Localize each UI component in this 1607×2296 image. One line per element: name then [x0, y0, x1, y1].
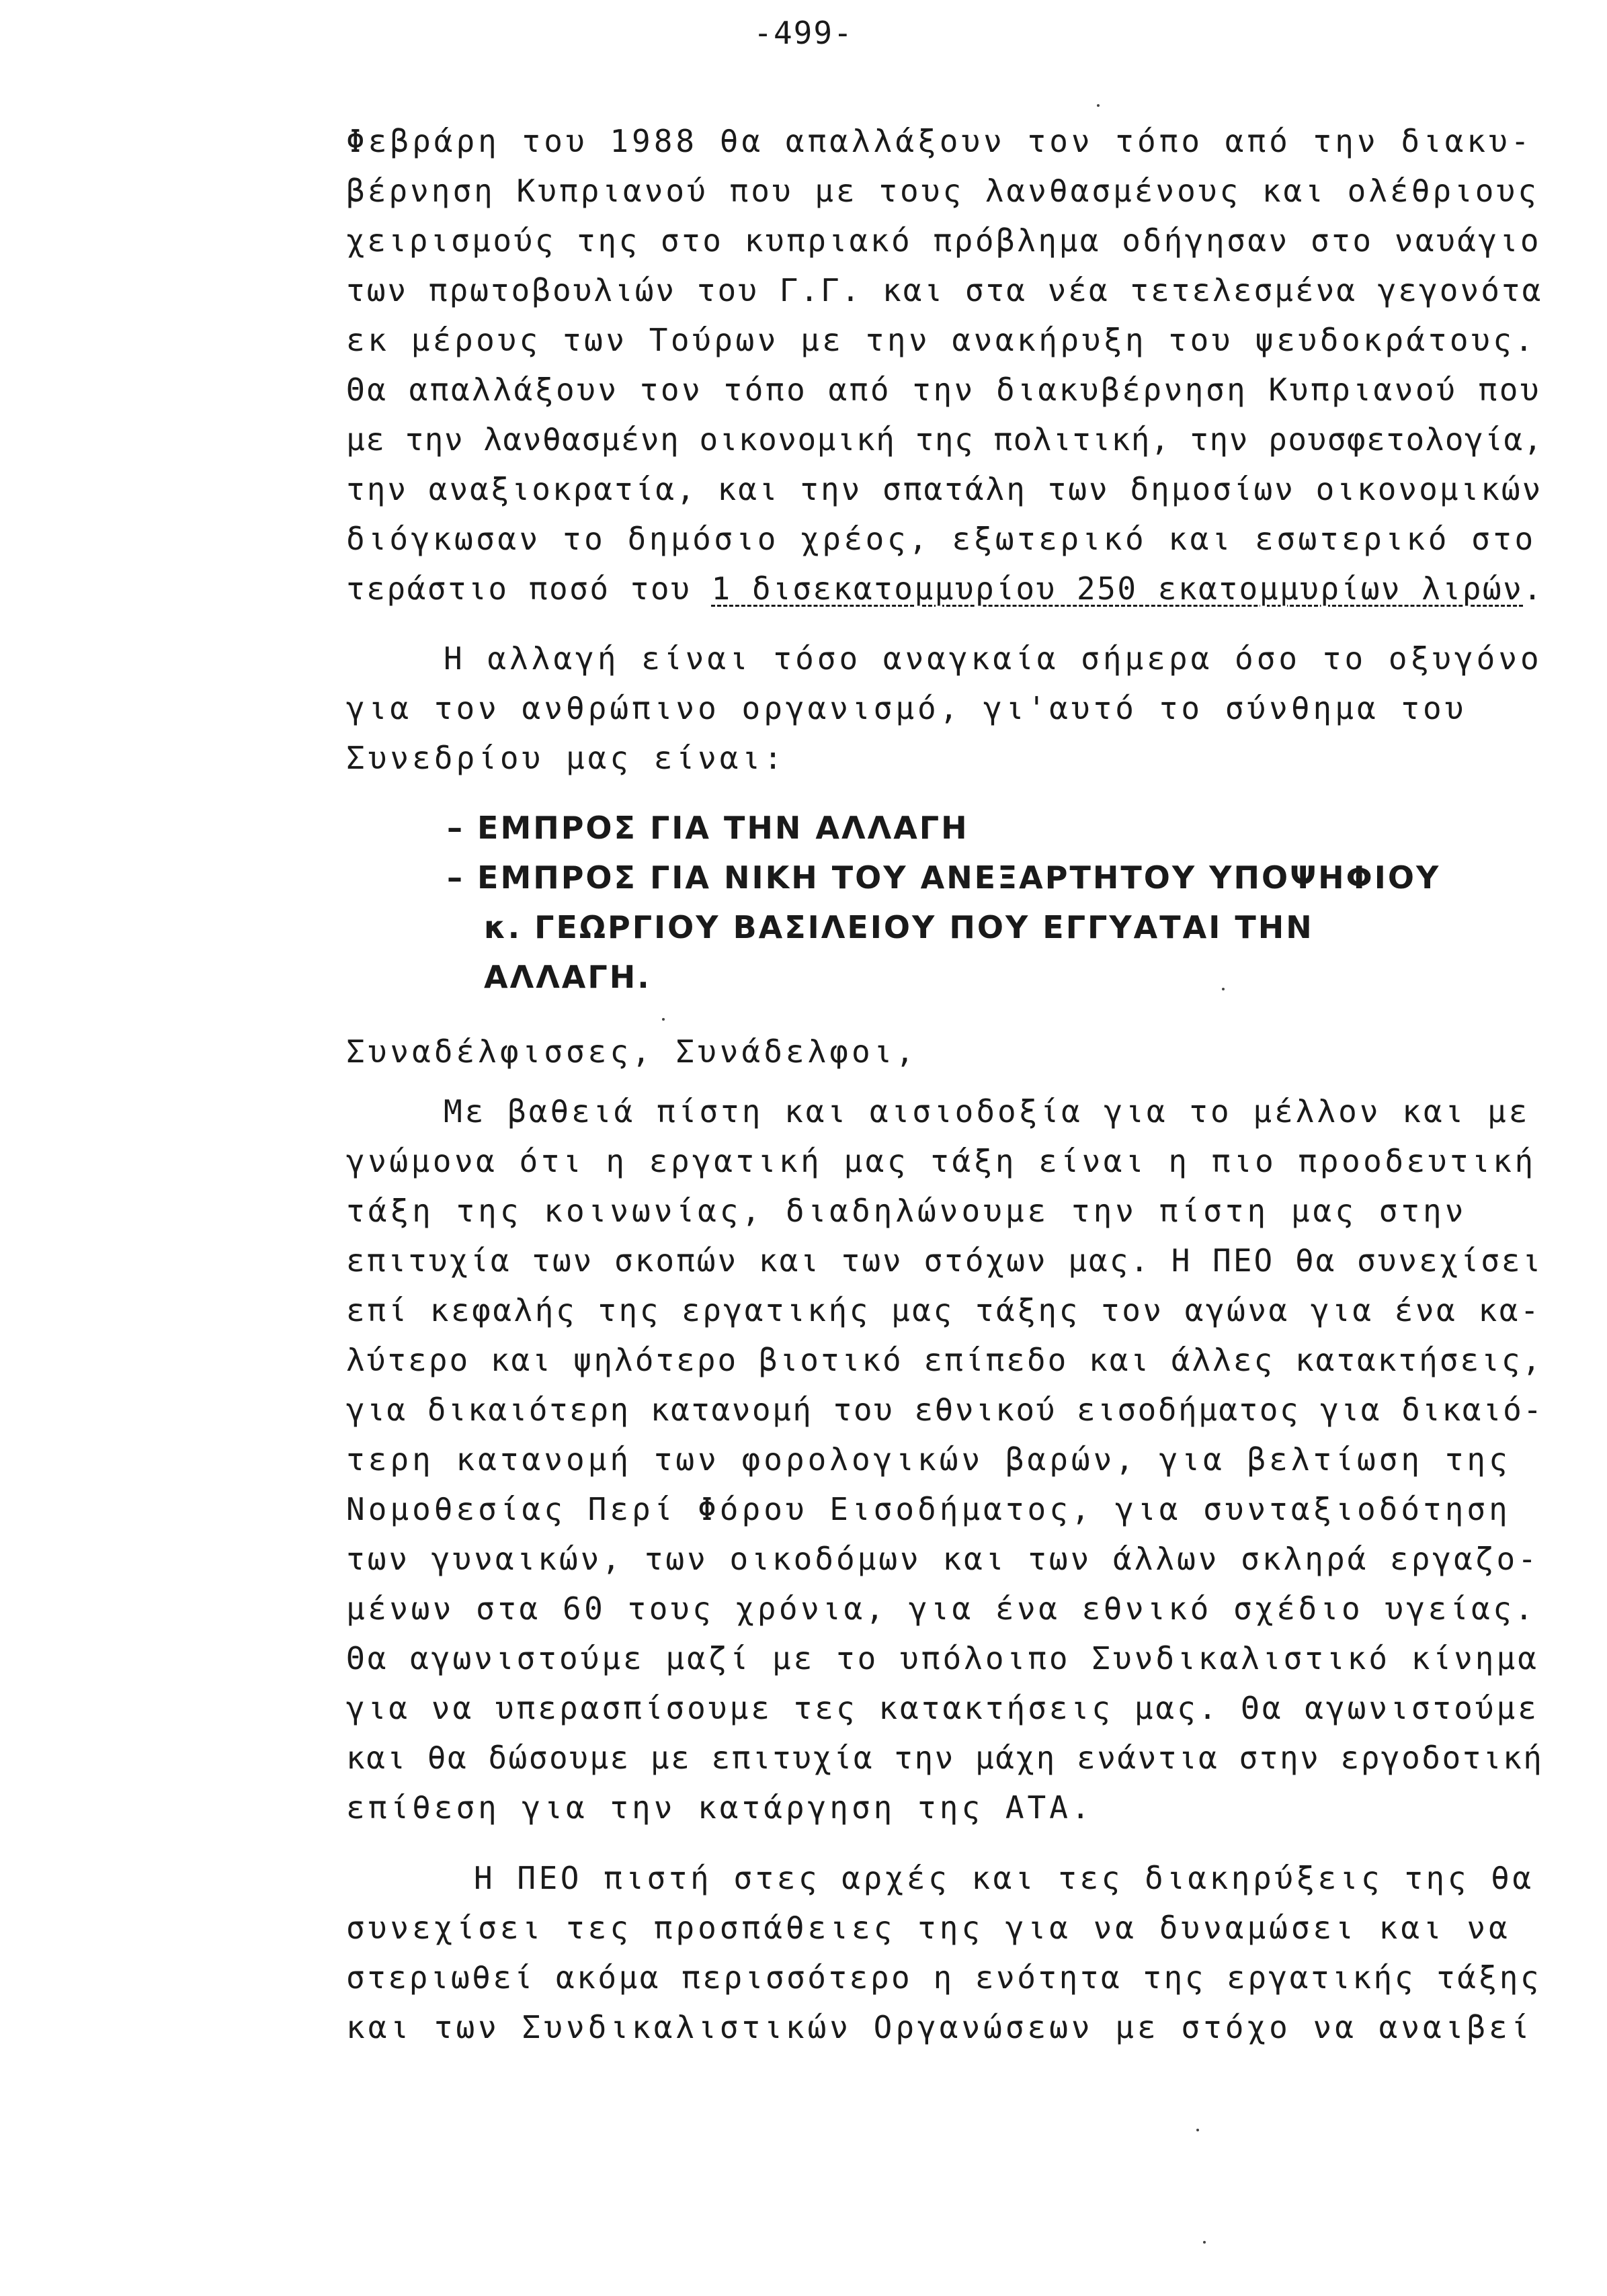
slogan-line: κ. ΓΕΩΡΓΙΟΥ ΒΑΣΙΛΕΙΟΥ ΠΟΥ ΕΓΓΥΑΤΑΙ ΤΗΝ — [484, 909, 1314, 945]
page-number: -499- — [753, 15, 854, 51]
text-line: Η ΠΕΟ πιστή στες αρχές και τες διακηρύξεις της θα — [474, 1860, 1534, 1896]
scan-speck — [1097, 104, 1100, 107]
text-line: χειρισμούς της στο κυπριακό πρόβλημα οδήγησαν στο ναυάγιο — [346, 222, 1542, 259]
text-line: των πρωτοβουλιών του Γ.Γ. και στα νέα τετελεσμένα γεγονότα — [346, 272, 1543, 308]
text-line: Νομοθεσίας Περί Φόρου Εισοδήματος, για συνταξιοδότηση — [346, 1491, 1511, 1527]
text-line: και θα δώσουμε με επιτυχία την μάχη ενάντια στην εργοδοτική — [346, 1740, 1544, 1776]
text-line-with-underline — [346, 568, 1543, 609]
slogan-line: – ΕΜΠΡΟΣ ΓΙΑ ΤΗΝ ΑΛΛΑΓΗ — [447, 810, 969, 846]
slogan-line: ΑΛΛΑΓΗ. — [484, 959, 651, 995]
text-line: για τον ανθρώπινο οργανισμό, γι'αυτό το σύνθημα του — [346, 690, 1467, 726]
text-line: Με βαθειά πίστη και αισιοδοξία για το μέλλον και με — [444, 1093, 1530, 1130]
text-line: επίθεση για την κατάργηση της ΑΤΑ. — [346, 1789, 1094, 1826]
text-line: μένων στα 60 τους χρόνια, για ένα εθνικό σχέδιο υγείας. — [346, 1590, 1536, 1627]
text-line: γνώμονα ότι η εργατική μας τάξη είναι η πιο προοδευτική — [346, 1143, 1536, 1179]
text-line: με την λανθασμένη οικονομική της πολιτική, την ρουσφετολογία, — [346, 421, 1543, 458]
text-line: διόγκωσαν το δημόσιο χρέος, εξωτερικό και εσωτερικό στο — [346, 521, 1536, 557]
text-fragment: . — [1523, 570, 1544, 607]
text-fragment: τεράστιο ποσό του — [346, 570, 712, 607]
text-line: Θα αγωνιστούμε μαζί με το υπόλοιπο Συνδικαλιστικό κίνημα — [346, 1640, 1539, 1676]
text-line: για να υπερασπίσουμε τες κατακτήσεις μας. Θα αγωνιστούμε — [346, 1690, 1539, 1726]
text-line: βέρνηση Κυπριανού που με τους λανθασμένους και ολέθριους — [346, 173, 1539, 209]
text-line: επιτυχία των σκοπών και των στόχων μας. Η ΠΕΟ θα συνεχίσει — [346, 1242, 1543, 1279]
text-line: Η αλλαγή είναι τόσο αναγκαία σήμερα όσο το οξυγόνο — [444, 640, 1542, 677]
text-line: στεριωθεί ακόμα περισσότερο η ενότητα της εργατικής τάξης — [346, 1959, 1542, 1996]
text-line: τερη κατανομή των φορολογικών βαρών, για βελτίωση της — [346, 1441, 1511, 1478]
text-line: εκ μέρους των Τούρων με την ανακήρυξη του ψευδοκράτους. — [346, 322, 1536, 358]
text-line: επί κεφαλής της εργατικής μας τάξης τον αγώνα για ένα κα- — [346, 1292, 1542, 1328]
text-line: για δικαιότερη κατανομή του εθνικού εισοδήματος για δικαιό- — [346, 1392, 1544, 1428]
text-line: τάξη της κοινωνίας, διαδηλώνουμε την πίστη μας στην — [346, 1193, 1467, 1229]
text-line: και των Συνδικαλιστικών Οργανώσεων με στόχο να αναιβεί — [346, 2009, 1533, 2045]
scan-speck — [1196, 2129, 1199, 2131]
scan-speck — [662, 1018, 665, 1021]
text-line: Συνεδρίου μας είναι: — [346, 740, 786, 776]
text-line: Θα απαλλάξουν τον τόπο από την διακυβέρνηση Κυπριανού που — [346, 372, 1542, 408]
text-line: των γυναικών, των οικοδόμων και των άλλων σκληρά εργαζο- — [346, 1541, 1539, 1577]
scan-speck — [1222, 988, 1225, 990]
text-line: Φεβράρη του 1988 θα απαλλάξουν τον τόπο από την διακυ- — [346, 123, 1533, 159]
slogan-line: – ΕΜΠΡΟΣ ΓΙΑ ΝΙΚΗ ΤΟΥ ΑΝΕΞΑΡΤΗΤΟΥ ΥΠΟΨΗΦΙΟΥ — [447, 859, 1441, 896]
text-line: συνεχίσει τες προσπάθειες της για να δυναμώσει και να — [346, 1910, 1511, 1946]
salutation: Συναδέλφισσες, Συνάδελφοι, — [346, 1033, 918, 1070]
text-line: την αναξιοκρατία, και την σπατάλη των δημοσίων οικονομικών — [346, 471, 1543, 507]
scan-speck — [1203, 2241, 1206, 2244]
underlined-amount: 1 δισεκατομμυρίου 250 εκατομμυρίων λιρών — [711, 570, 1524, 607]
text-line: λύτερο και ψηλότερο βιοτικό επίπεδο και άλλες κατακτήσεις, — [346, 1342, 1543, 1378]
